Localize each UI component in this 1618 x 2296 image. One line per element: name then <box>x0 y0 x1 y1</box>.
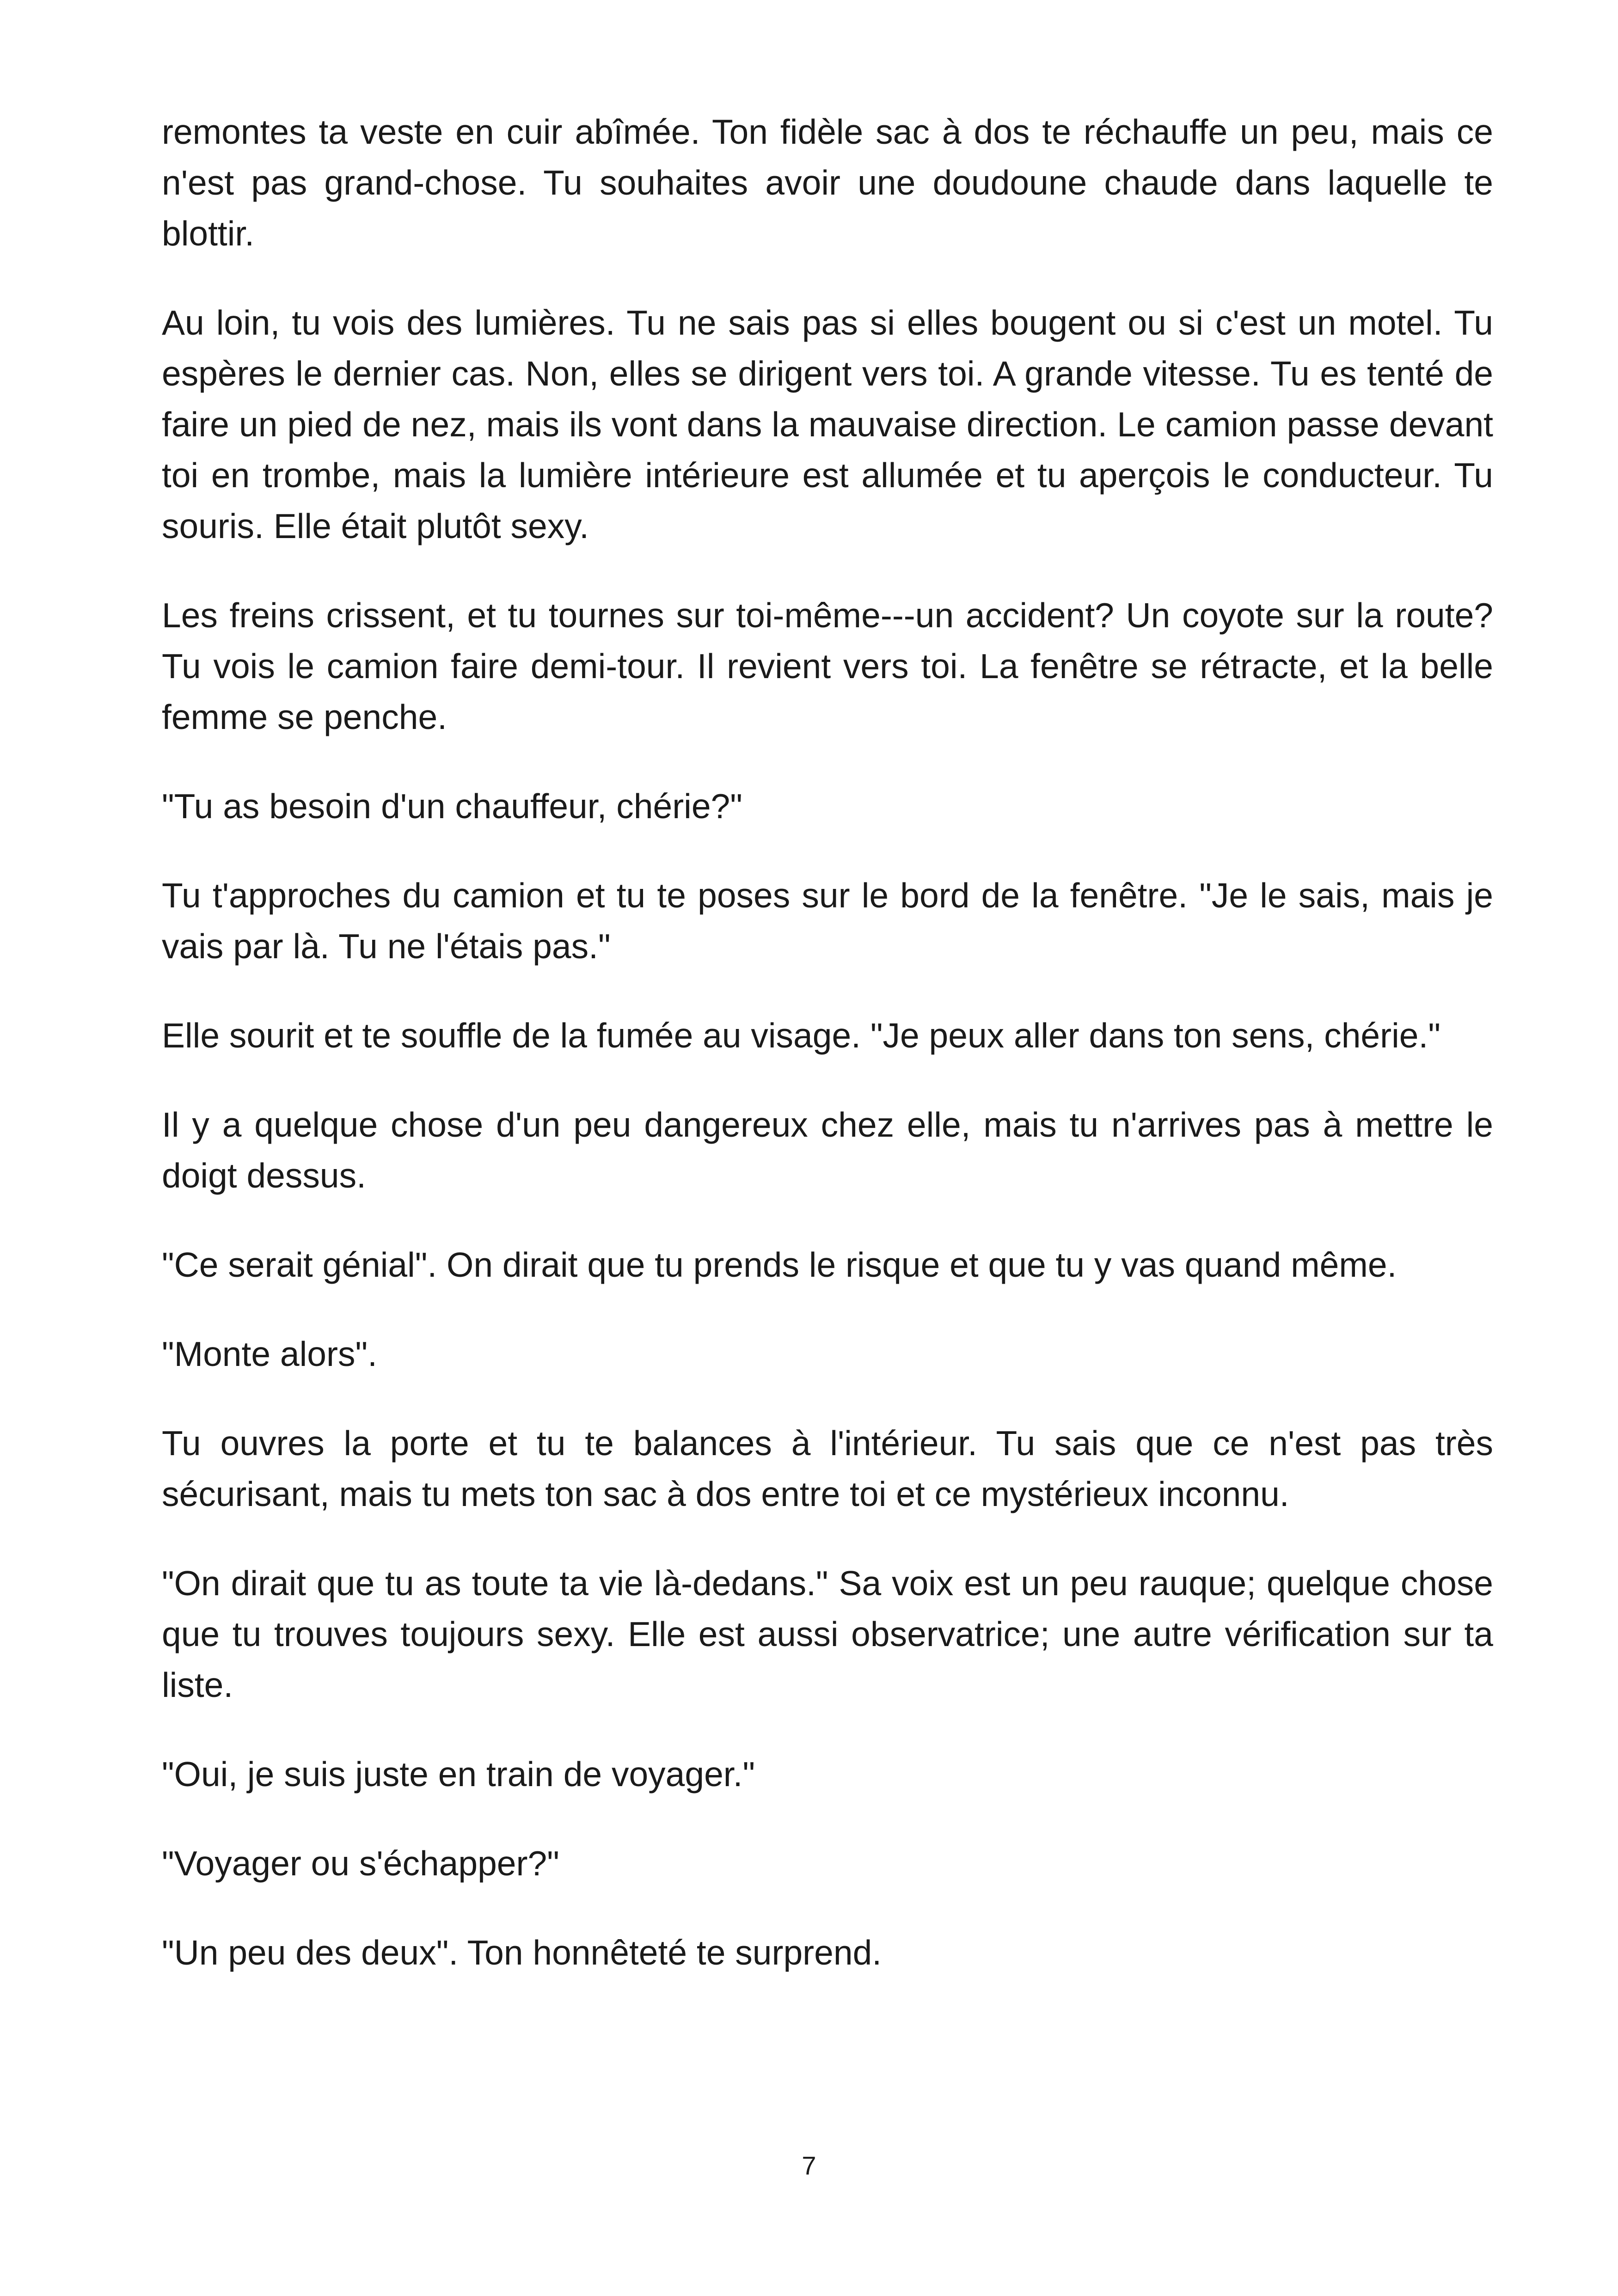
paragraph: Tu t'approches du camion et tu te poses sur le bord de la fenêtre. "Je le sais, mais je vais par là. Tu ne l'étais pas." <box>162 876 1493 966</box>
paragraph: "Tu as besoin d'un chauffeur, chérie?" <box>162 787 742 826</box>
paragraph: Il y a quelque chose d'un peu dangereux chez elle, mais tu n'arrives pas à mettre le doigt dessus. <box>162 1105 1493 1195</box>
paragraph: "Oui, je suis juste en train de voyager." <box>162 1755 755 1794</box>
paragraph: Au loin, tu vois des lumières. Tu ne sais pas si elles bougent ou si c'est un motel. Tu espères le dernier cas. Non, elles se dirigent vers toi. A grande vitesse. Tu es tenté de faire un pied de nez, mais ils vont dans la mauvaise direction. Le camion passe devant toi en trombe, mais la lumière intérieure est allumée et tu aperçois le conducteur. Tu souris. Elle était plutôt sexy. <box>162 303 1493 545</box>
page-number: 7 <box>802 2151 816 2180</box>
paragraph: Les freins crissent, et tu tournes sur toi-même---un accident? Un coyote sur la route? Tu vois le camion faire demi-tour. Il revient vers toi. La fenêtre se rétracte, et la belle femme se penche. <box>162 596 1493 736</box>
paragraph: "Voyager ou s'échapper?" <box>162 1844 559 1883</box>
paragraph: "Un peu des deux". Ton honnêteté te surprend. <box>162 1933 882 1972</box>
paragraph: "On dirait que tu as toute ta vie là-dedans." Sa voix est un peu rauque; quelque chose que tu trouves toujours sexy. Elle est aussi observatrice; une autre vérification sur ta liste. <box>162 1564 1493 1704</box>
paragraph: "Monte alors". <box>162 1335 377 1373</box>
paragraph: remontes ta veste en cuir abîmée. Ton fidèle sac à dos te réchauffe un peu, mais ce n'est pas grand-chose. Tu souhaites avoir une doudoune chaude dans laquelle te blottir. <box>162 112 1493 253</box>
paragraph: "Ce serait génial". On dirait que tu prends le risque et que tu y vas quand même. <box>162 1245 1397 1284</box>
paragraph: Tu ouvres la porte et tu te balances à l'intérieur. Tu sais que ce n'est pas très sécurisant, mais tu mets ton sac à dos entre toi et ce mystérieux inconnu. <box>162 1424 1493 1513</box>
paragraph: Elle sourit et te souffle de la fumée au visage. "Je peux aller dans ton sens, chérie." <box>162 1016 1440 1055</box>
body-text <box>162 106 1493 2016</box>
